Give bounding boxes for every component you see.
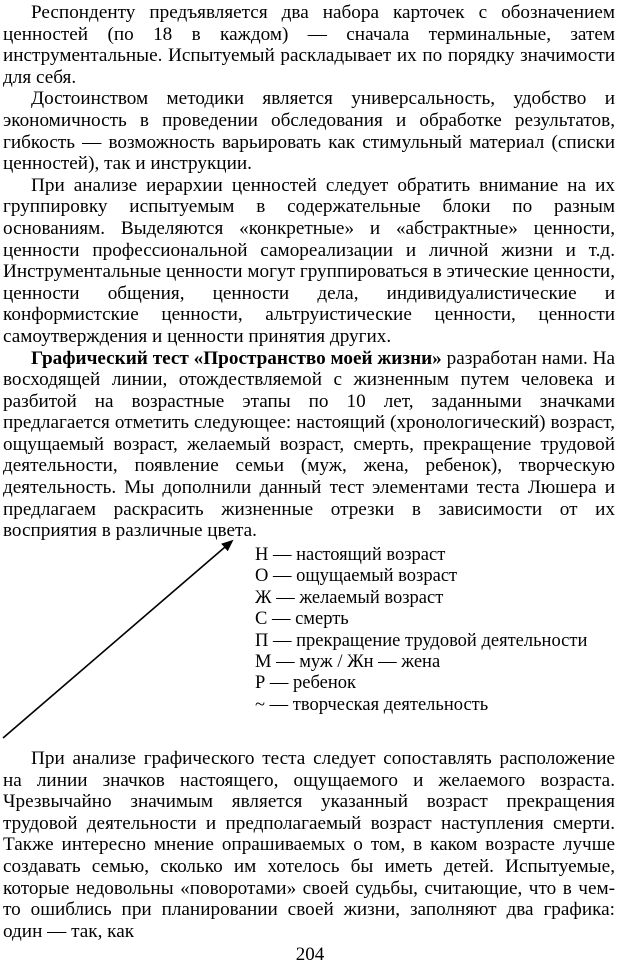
legend-item-death: С — смерть: [255, 609, 349, 630]
paragraph-graphic-test: [3, 348, 615, 542]
legend-item-work-end: П — прекращение трудовой деятельности: [255, 630, 588, 651]
life-path-arrow: [3, 541, 232, 738]
graphic-test-description: разработан нами. На восходящей линии, отождествляемой с жизненным путем человека и разбитой на возрастные этапы по 10 лет, заданными значками предлагается отметить следующее: настоящий (хронологический) возраст, ощущаемый возраст, желаемый возраст, смерть, прекращение трудовой деятельности, появление семьи (муж, жена, ребенок), творческую деятельность. Мы дополнили данный тест элементами теста Люшера и предлагаем раскрасить жизненные отрезки в зависимости от их восприятия в различные цвета.: [3, 347, 615, 542]
paragraph-method-advantages: Достоинством методики является универсальность, удобство и экономичность в проведении обследования и обработке результатов, гибкость — возможность варьировать как стимульный материал (списки ценностей), так и инструкции.: [3, 88, 615, 175]
life-space-figure: [0, 535, 620, 745]
legend-item-creative-activity: ~ — творческая деятельность: [255, 694, 489, 715]
legend-item-present-age: Н — настоящий возраст: [255, 545, 446, 565]
graphic-test-title: Графический тест «Пространство моей жизни»: [31, 347, 442, 369]
legend-item-child: Р — ребенок: [255, 673, 357, 694]
paragraph-test-analysis: При анализе графического теста следует сопоставлять расположение на линии значков настоящего, ощущаемого и желаемого возраста. Чрезвычайно значимым является указанный возраст прекращения трудовой деятельности и предполагаемый возраст наступления смерти. Также интересно мнение опрашиваемых о том, в каком возрасте лучше создавать семью, сколько им хотелось бы иметь детей. Испытуемые, которые недовольны «поворотами» своей судьбы, считающие, что в чем-то ошиблись при планировании своей жизни, заполняют два графика: один — так, как: [3, 748, 615, 942]
paragraph-value-cards: Респонденту предъявляется два набора карточек с обозначением ценностей (по 18 в каждом) — сначала терминальные, затем инструментальные. Испытуемый раскладывает их по порядку значимости для себя.: [3, 2, 615, 88]
legend-item-desired-age: Ж — желаемый возраст: [255, 587, 444, 608]
paragraph-value-hierarchy: При анализе иерархии ценностей следует обратить внимание на их группировку испытуемым в содержательные блоки по разным основаниям. Выделяются «конкретные» и «абстрактные» ценности, ценности профессиональной самореализации и личной жизни и т.д. Инструментальные ценности могут группироваться в этические ценности, ценности общения, ценности дела, индивидуалистические и конформистские ценности, альтруистические ценности, ценности самоутверждения и ценности принятия других.: [3, 174, 615, 347]
legend-item-spouse: М — муж / Жн — жена: [255, 652, 441, 673]
top-text-block: [3, 2, 615, 542]
page-number: 204: [295, 944, 325, 965]
legend-item-felt-age: О — ощущаемый возраст: [255, 566, 458, 587]
bottom-text-block: [3, 748, 615, 942]
symbol-legend: [255, 545, 587, 716]
